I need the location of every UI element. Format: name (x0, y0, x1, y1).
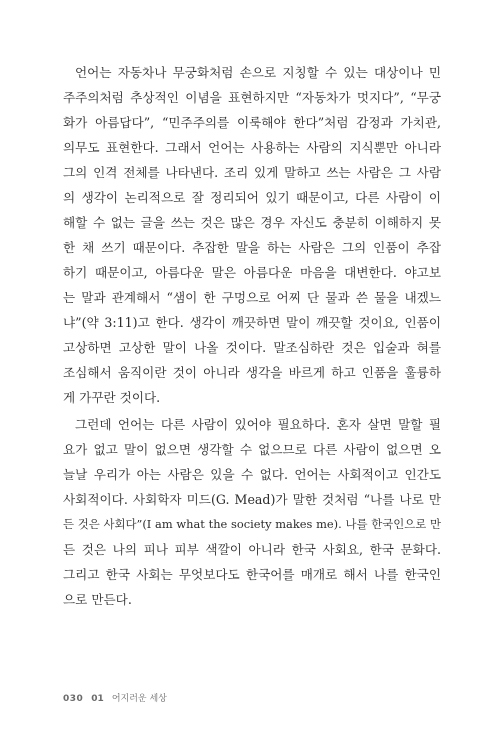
paragraph-1-line-13: 조심해서 움직이란 것이 아니라 생각을 바르게 하고 인품을 훌륭하 (63, 365, 441, 380)
paragraph-1-line-14: 게 가꾸란 것이다. (63, 390, 161, 405)
paragraph-1-line-12: 고상하면 고상한 말이 나올 것이다. 말조심하란 것은 입술과 혀를 (63, 340, 441, 355)
page-number: 030 (63, 694, 84, 704)
paragraph-1-line-11: 냐”(약 3:11)고 한다. 생각이 깨끗하면 말이 깨끗할 것이요, 인품이 (63, 315, 441, 330)
paragraph-1-line-5: 그의 인격 전체를 나타낸다. 조리 있게 말하고 쓰는 사람은 그 사람 (63, 165, 441, 180)
paragraph-1-line-4: 의무도 표현한다. 그래서 언어는 사용하는 사람의 지식뿐만 아니라 (63, 140, 441, 155)
paragraph-2-line-7: 그리고 한국 사회는 무엇보다도 한국어를 매개로 해서 나를 한국인 (63, 567, 441, 582)
paragraph-1-line-1: 언어는 자동차나 무궁화처럼 손으로 지칭할 수 있는 대상이나 민 (75, 65, 441, 80)
paragraph-1-line-3: 화가 아름답다”, “민주주의를 이룩해야 한다”처럼 감정과 가치관, (63, 115, 441, 130)
paragraph-1-line-2: 주주의처럼 추상적인 이념을 표현하지만 “자동차가 멋지다”, “무궁 (63, 90, 441, 105)
paragraph-2-line-4: 사회적이다. 사회학자 미드(G. Mead)가 말한 것처럼 “나를 나로 만 (63, 492, 441, 507)
paragraph-2-line-8: 으로 만든다. (63, 592, 132, 607)
chapter-title: 어지러운 세상 (111, 694, 167, 704)
paragraph-1-line-9: 하기 때문이고, 아름다운 말은 아름다운 마음을 대변한다. 야고보 (63, 265, 441, 280)
paragraph-1-line-10: 는 말과 관계해서 “샘이 한 구멍으로 어찌 단 물과 쓴 물을 내겠느 (63, 290, 441, 305)
paragraph-2-line-6: 든 것은 나의 피나 피부 색깔이 아니라 한국 사회요, 한국 문화다. (63, 542, 441, 557)
page-footer (63, 691, 167, 704)
paragraph-1-line-6: 의 생각이 논리적으로 잘 정리되어 있기 때문이고, 다른 사람이 이 (63, 190, 441, 205)
paragraph-2-line-3: 늘날 우리가 아는 사람은 있을 수 없다. 언어는 사회적이고 인간도 (63, 467, 441, 482)
body-text (63, 60, 441, 612)
paragraph-2-line-1: 그런데 언어는 다른 사람이 있어야 필요하다. 혼자 살면 말할 필 (75, 417, 441, 432)
paragraph-1-line-8: 한 채 쓰기 때문이다. 추잡한 말을 하는 사람은 그의 인품이 추잡 (63, 240, 441, 255)
paragraph-2-line-2: 요가 없고 말이 없으면 생각할 수 없으므로 다른 사람이 없으면 오 (63, 442, 441, 457)
paragraph-2-line-5: 든 것은 사회다”(I am what the society makes me). 나를 한국인으로 만 (63, 517, 441, 531)
chapter-number: 01 (91, 694, 104, 704)
paragraph-1-line-7: 해할 수 없는 글을 쓰는 것은 많은 경우 자신도 충분히 이해하지 못 (63, 215, 441, 230)
